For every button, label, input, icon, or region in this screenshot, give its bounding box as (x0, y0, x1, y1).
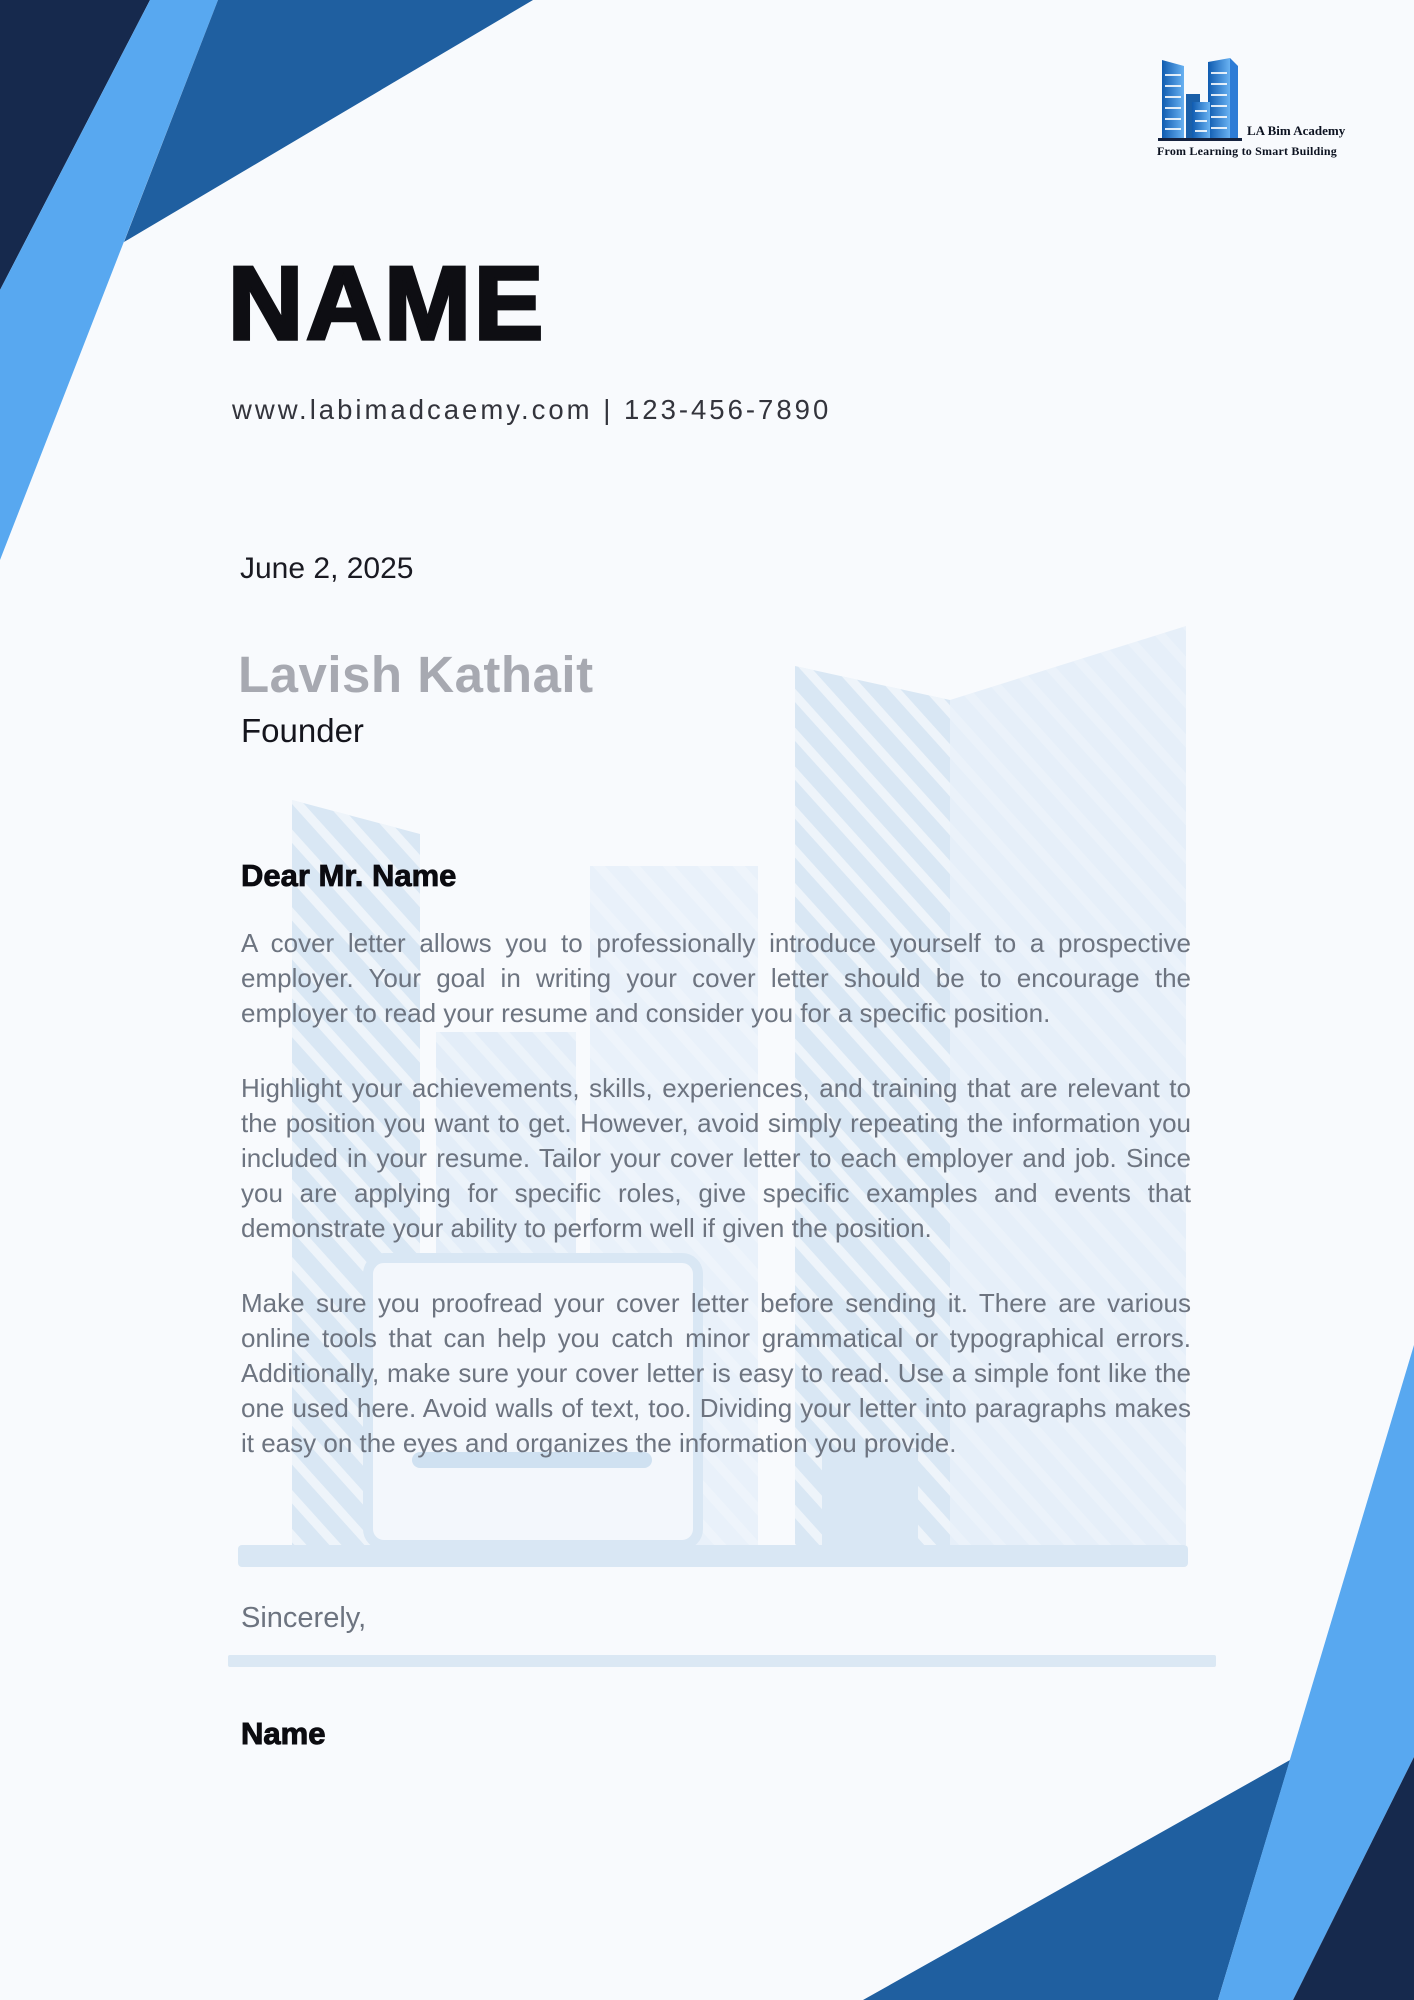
company-logo (1155, 45, 1355, 165)
signature-divider (228, 1655, 1216, 1667)
recipient-title: Founder (241, 712, 364, 749)
letter-date: June 2, 2025 (240, 552, 414, 585)
salutation: Dear Mr. Name (241, 858, 457, 893)
page-title: NAME (228, 246, 547, 362)
contact-line: www.labimadcaemy.com | 123-456-7890 (232, 394, 832, 425)
paragraph-1: A cover letter allows you to professionally introduce yourself to a prospective employer. Your goal in writing your cover letter should be to encourage the employer to read your resume and consider you for a specific position. (241, 928, 1191, 1028)
buildings-icon (1158, 58, 1244, 143)
corner-mediumblue-bottom-right (863, 1760, 1290, 2000)
signature-name: Name (241, 1716, 326, 1751)
closing-line: Sincerely, (241, 1602, 367, 1634)
recipient-name: Lavish Kathait (238, 646, 594, 703)
letter-body (241, 926, 1191, 1501)
paragraph-3: Make sure you proofread your cover letter before sending it. There are various online tools that can help you catch minor grammatical or typographical errors. Additionally, make sure your cover letter is easy to read. Use a simple font like the one used here. Avoid walls of text, too. Dividing your letter into paragraphs makes it easy on the eyes and organizes the information you provide. (241, 1288, 1191, 1458)
logo-tagline-text: From Learning to Smart Building (1157, 144, 1337, 158)
logo-brand-text: LA Bim Academy (1247, 123, 1346, 138)
paragraph-2: Highlight your achievements, skills, experiences, and training that are relevant to the position you want to get. However, avoid simply repeating the information you included in your resume. Tailor your cover letter to each employer and job. Since you are applying for specific roles, give specific examples and events that demonstrate your ability to perform well if given the position. (241, 1073, 1191, 1243)
